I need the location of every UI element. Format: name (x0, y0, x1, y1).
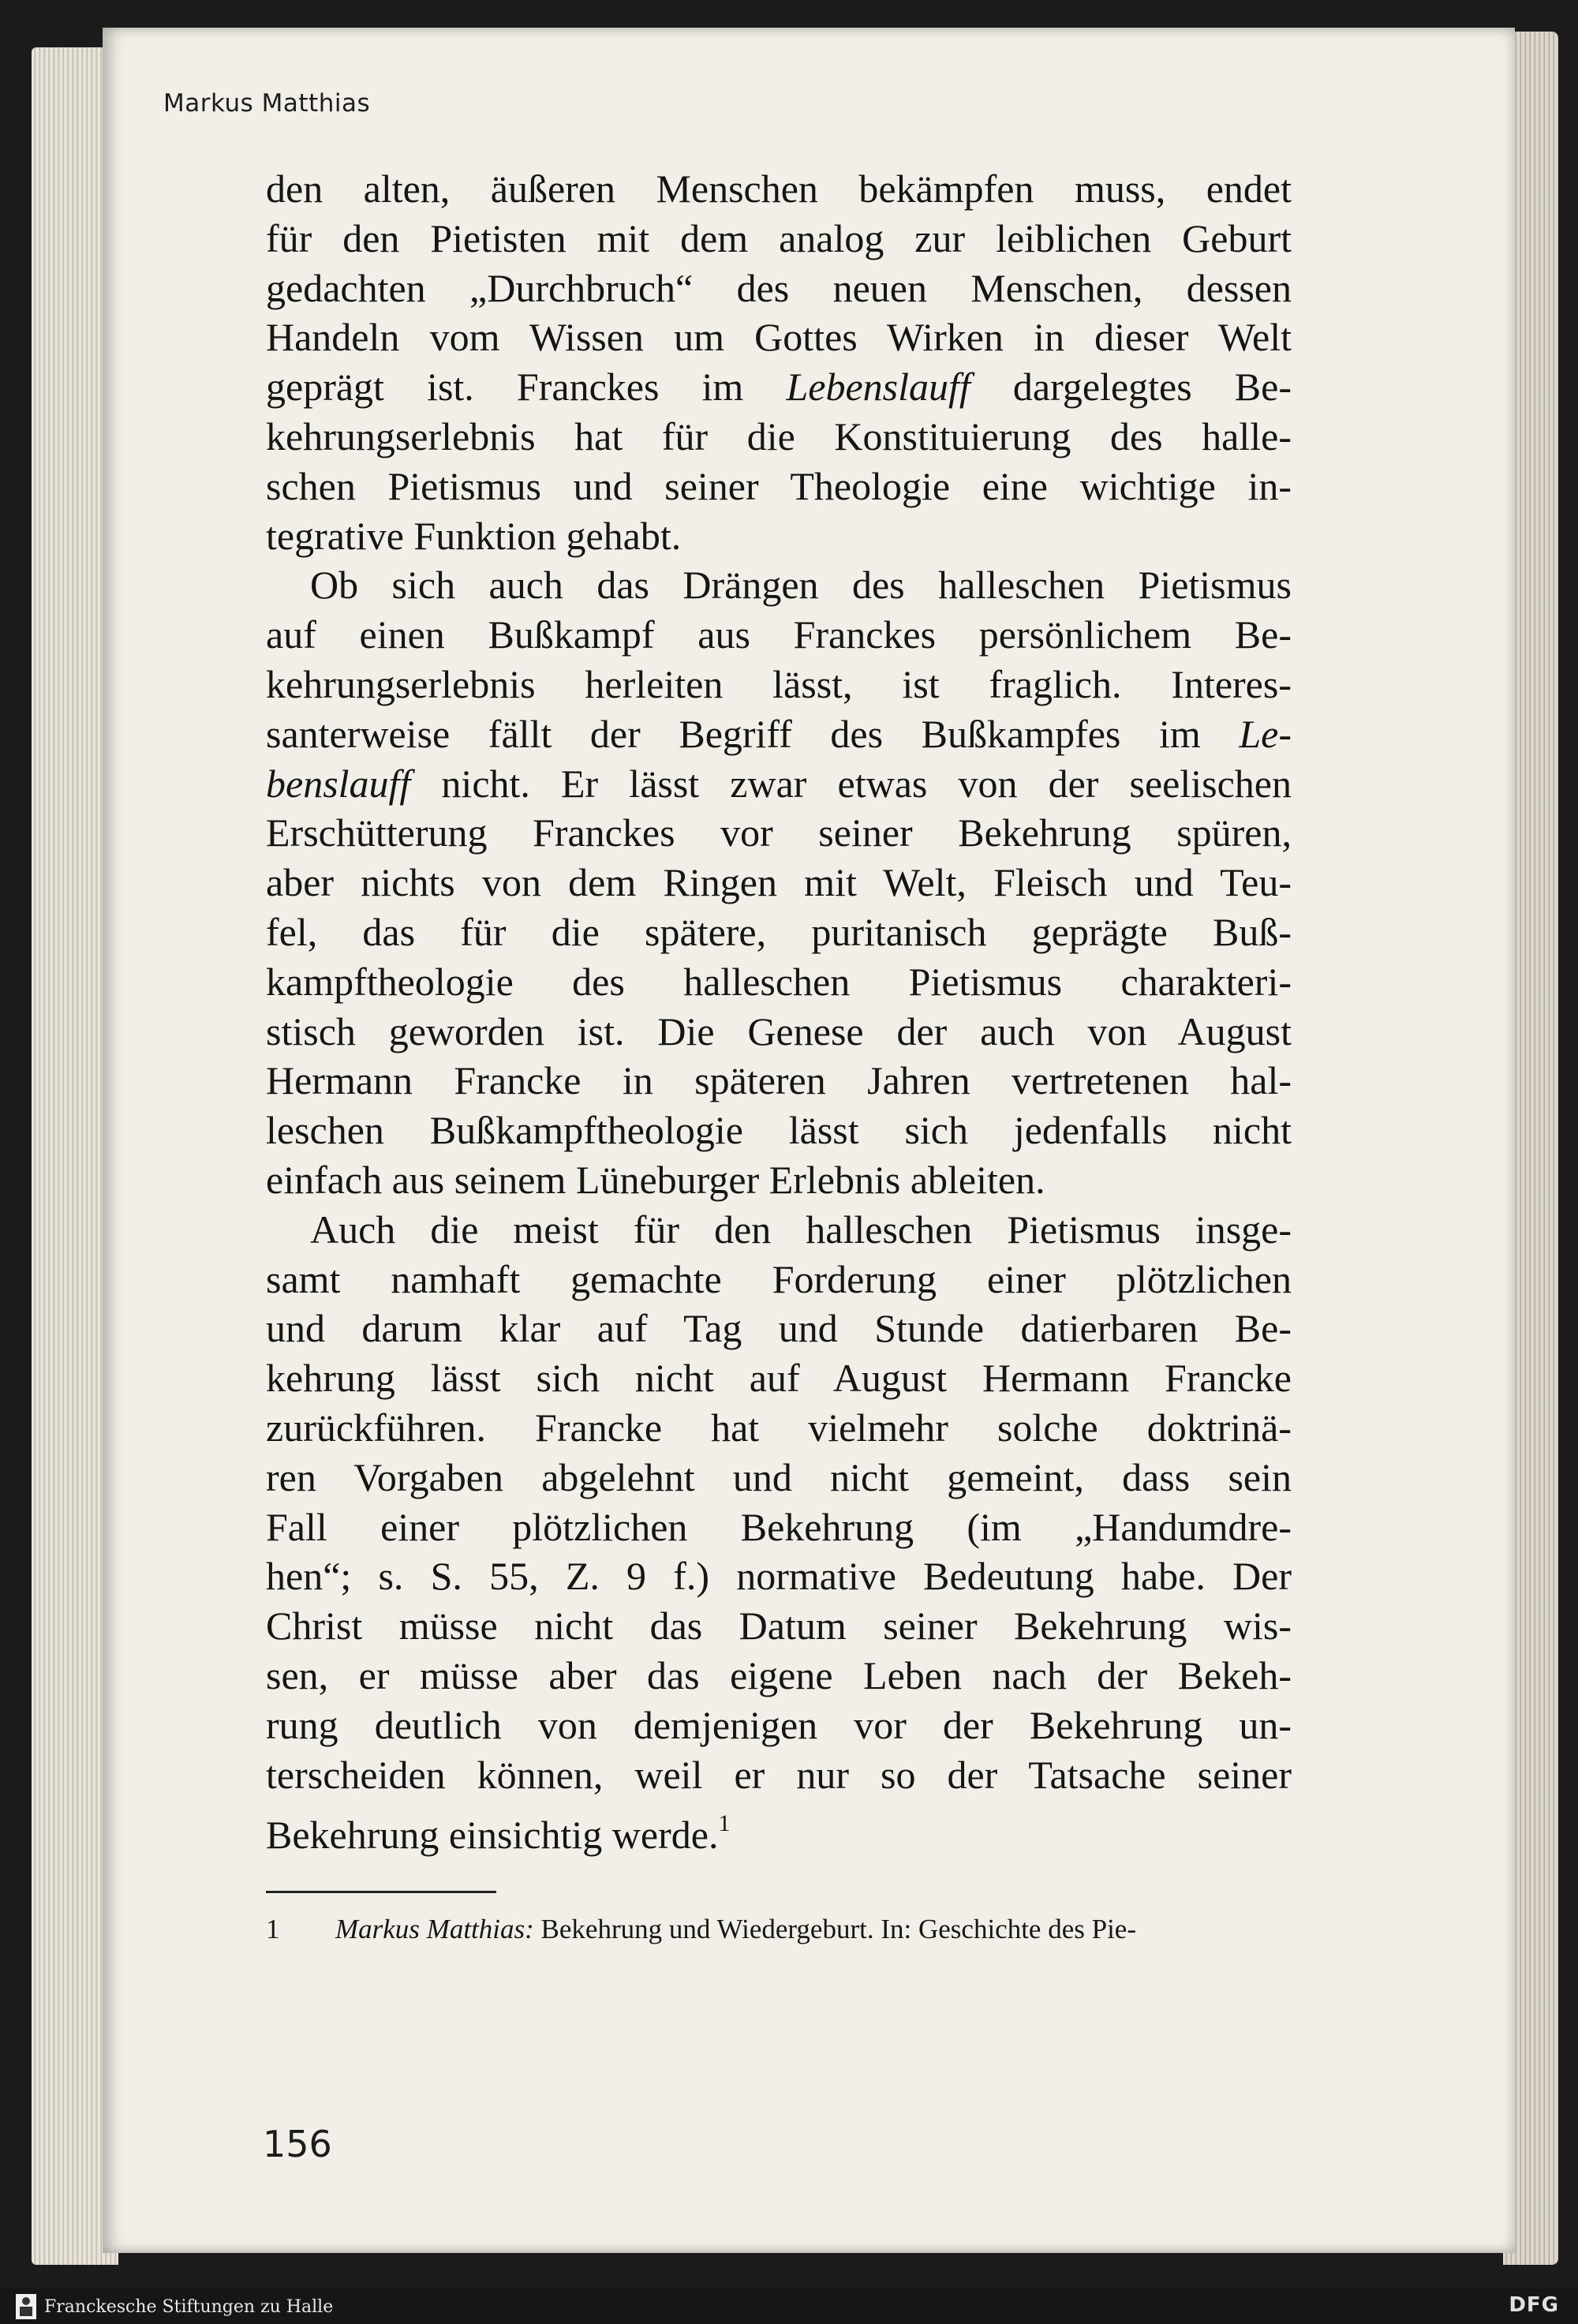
text-line (266, 1304, 1292, 1353)
text-line (266, 1701, 1292, 1750)
text-line (266, 1453, 1292, 1503)
italic-title: Le- (1239, 711, 1292, 756)
text-line (266, 462, 1292, 511)
text-line (266, 412, 1292, 462)
line-text: aber nichts von dem Ringen mit Welt, Fleisch und Teu- (266, 860, 1292, 905)
line-text: santerweise fällt der Begriff des Bußkampfes im (266, 711, 1240, 756)
line-text: hen“; s. S. 55, Z. 9 f.) normative Bedeutung habe. Der (266, 1554, 1292, 1599)
text-line (266, 511, 1292, 561)
line-text: Handeln vom Wissen um Gottes Wirken in dieser Welt (266, 315, 1292, 360)
line-text: fel, das für die spätere, puritanisch geprägte Buß- (266, 909, 1292, 954)
text-line (266, 908, 1292, 957)
footnote (266, 1914, 1292, 1945)
line-text: einfach aus seinem Lüneburger Erlebnis ableiten. (266, 1157, 1045, 1202)
line-text: kehrung lässt sich nicht auf August Hermann Francke (266, 1356, 1292, 1401)
footnote-rule (266, 1891, 496, 1893)
text-line (266, 1255, 1292, 1304)
dfg-logo: DFG (1509, 2293, 1559, 2317)
line-text: kehrungserlebnis hat für die Konstituierung des halle- (266, 414, 1292, 458)
institution-name: Franckesche Stiftungen zu Halle (44, 2296, 334, 2317)
line-text: Ob sich auch das Drängen des halleschen Pietismus (310, 563, 1292, 608)
line-text: geprägt ist. Franckes im (266, 365, 787, 410)
text-line (266, 1799, 1292, 1860)
text-line (266, 759, 1292, 809)
text-line (266, 858, 1292, 908)
text-line (266, 660, 1292, 709)
footnote-number: 1 (266, 1914, 280, 1944)
footnote-text: Bekehrung und Wiedergeburt. In: Geschichte des Pie- (533, 1914, 1136, 1944)
text-line (266, 1601, 1292, 1651)
text-line (266, 1551, 1292, 1601)
italic-title: benslauff (266, 761, 411, 806)
institution-credit (16, 2293, 333, 2320)
line-text: für den Pietisten mit dem analog zur leiblichen Geburt (266, 215, 1292, 260)
text-line (266, 1353, 1292, 1403)
line-text: dargelegtes Be- (970, 365, 1292, 410)
text-line (266, 1007, 1292, 1057)
line-text: tegrative Funktion gehabt. (266, 513, 682, 558)
text-line (266, 1750, 1292, 1800)
text-line (266, 214, 1292, 264)
running-head: Markus Matthias (163, 89, 371, 118)
line-text: kehrungserlebnis herleiten lässt, ist fraglich. Interes- (266, 661, 1292, 706)
line-text: Bekehrung einsichtig werde. (266, 1813, 719, 1858)
italic-title: Lebenslauff (786, 365, 970, 410)
institution-logo-icon (16, 2294, 36, 2319)
text-line (266, 610, 1292, 660)
line-text: leschen Bußkampftheologie lässt sich jedenfalls nicht (266, 1108, 1292, 1153)
line-text: Hermann Francke in späteren Jahren vertretenen hal- (266, 1058, 1292, 1103)
text-line (266, 957, 1292, 1007)
line-text: Erschütterung Franckes vor seiner Bekehrung spüren, (266, 810, 1292, 855)
line-text: terscheiden können, weil er nur so der Tatsache seiner (266, 1752, 1292, 1797)
line-text: Auch die meist für den halleschen Pietismus insge- (310, 1207, 1292, 1252)
text-line (266, 1403, 1292, 1453)
text-line (266, 1056, 1292, 1106)
line-text: ren Vorgaben abgelehnt und nicht gemeint, dass sein (266, 1454, 1292, 1499)
line-text: sen, er müsse aber das eigene Leben nach der Bekeh- (266, 1652, 1292, 1697)
line-text: kampftheologie des halleschen Pietismus charakteri- (266, 959, 1292, 1004)
line-text: schen Pietismus und seiner Theologie eine wichtige in- (266, 463, 1292, 508)
footnote-marker[interactable]: 1 (718, 1810, 731, 1837)
line-text: nicht. Er lässt zwar etwas von der seelischen (410, 761, 1292, 806)
text-line (266, 1155, 1292, 1205)
text-line (266, 1205, 1292, 1255)
line-text: zurückführen. Francke hat vielmehr solche doktrinä- (266, 1405, 1292, 1450)
page-number: 156 (263, 2123, 332, 2165)
text-line (266, 709, 1292, 759)
line-text: und darum klar auf Tag und Stunde datierbaren Be- (266, 1306, 1292, 1351)
line-text: den alten, äußeren Menschen bekämpfen muss, endet (266, 167, 1292, 211)
text-line (266, 560, 1292, 610)
text-line (266, 1106, 1292, 1155)
text-line (266, 1503, 1292, 1552)
line-text: gedachten „Durchbruch“ des neuen Menschen, dessen (266, 265, 1292, 310)
text-line (266, 1651, 1292, 1701)
line-text: stisch geworden ist. Die Genese der auch von August (266, 1009, 1292, 1053)
text-line (266, 264, 1292, 313)
line-text: samt namhaft gemachte Forderung einer plötzlichen (266, 1256, 1292, 1301)
line-text: rung deutlich von demjenigen vor der Bekehrung un- (266, 1702, 1292, 1747)
text-line (266, 312, 1292, 362)
footnote-author: Markus Matthias: (335, 1914, 534, 1944)
line-text: Christ müsse nicht das Datum seiner Bekehrung wis- (266, 1604, 1292, 1649)
line-text: Fall einer plötzlichen Bekehrung (im „Handumdre- (266, 1504, 1292, 1549)
body-text (266, 164, 1292, 1860)
text-line (266, 808, 1292, 858)
text-line (266, 362, 1292, 412)
line-text: auf einen Bußkampf aus Franckes persönlichem Be- (266, 612, 1292, 657)
text-line (266, 164, 1292, 214)
